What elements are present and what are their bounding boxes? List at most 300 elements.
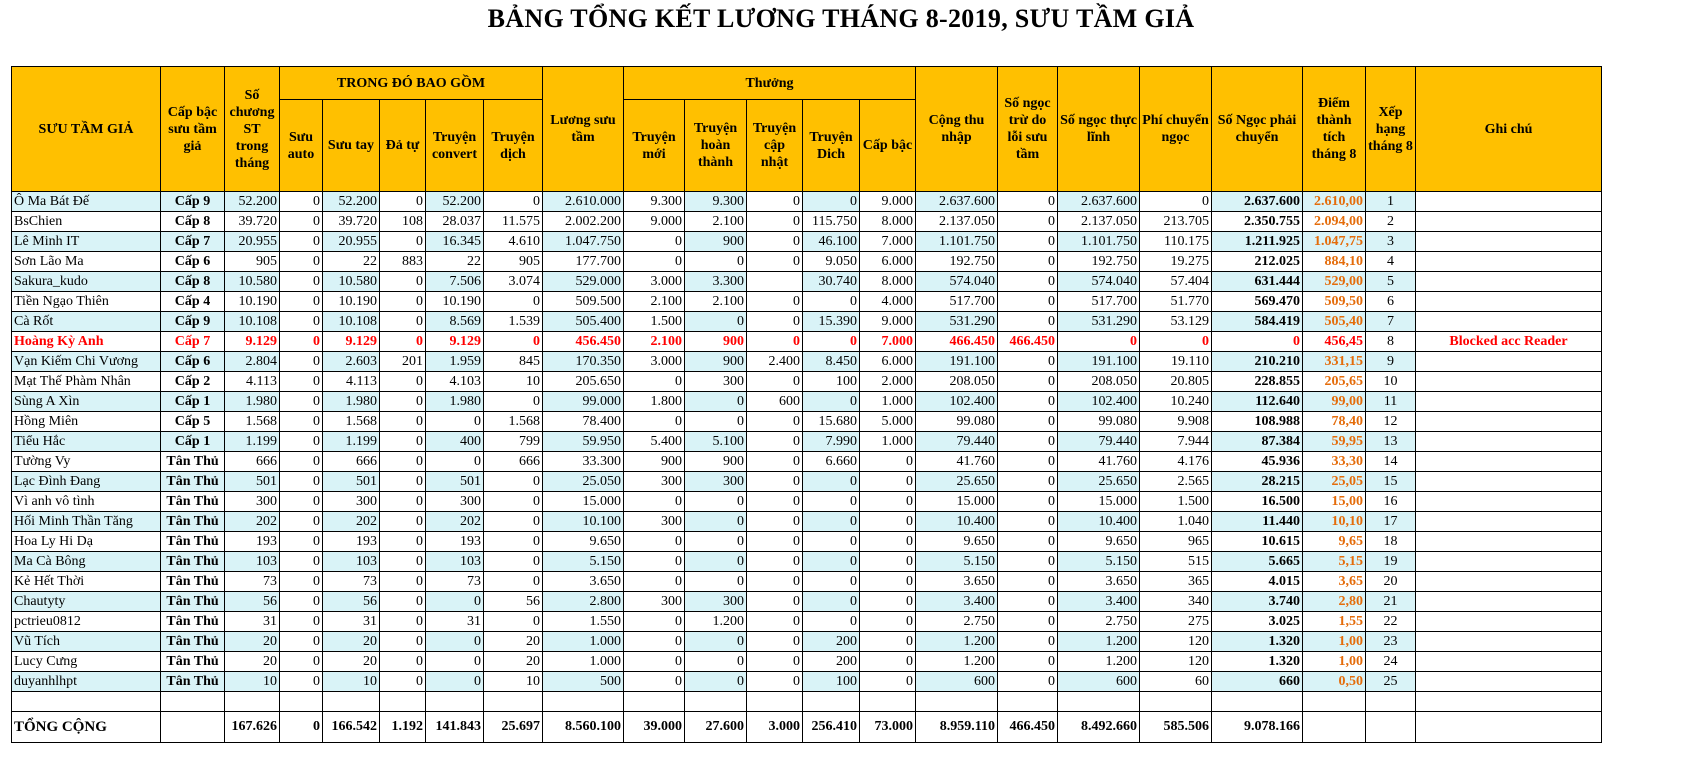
cell-deduct: 0 — [998, 352, 1058, 372]
cell-dich: 100 — [803, 672, 860, 692]
cell-new: 2.100 — [624, 332, 685, 352]
salary-table — [11, 66, 1602, 743]
cell-fee: 2.565 — [1140, 472, 1212, 492]
cell-ranking: 5 — [1366, 272, 1416, 292]
total-auto: 0 — [280, 712, 323, 743]
cell-salary: 1.000 — [543, 652, 624, 672]
cell-self: 0 — [380, 192, 426, 212]
cell-manual: 666 — [323, 452, 380, 472]
cell-auto: 0 — [280, 452, 323, 472]
cell-points: 2.094,00 — [1303, 212, 1366, 232]
cell-income: 191.100 — [916, 352, 998, 372]
cell-new: 0 — [624, 532, 685, 552]
cell-complete: 900 — [685, 452, 747, 472]
cell-update: 0 — [747, 332, 803, 352]
cell-translate: 0 — [484, 612, 543, 632]
cell-dich: 8.450 — [803, 352, 860, 372]
cell-new: 5.400 — [624, 432, 685, 452]
table-row — [12, 252, 1602, 272]
cell-manual: 1.568 — [323, 412, 380, 432]
cell-chapters: 202 — [225, 512, 280, 532]
cell-dich: 0 — [803, 572, 860, 592]
cell-transfer: 1.320 — [1212, 652, 1303, 672]
header-received: Số ngọc thực lĩnh — [1058, 67, 1140, 192]
cell-dich: 0 — [803, 592, 860, 612]
cell-deduct: 0 — [998, 572, 1058, 592]
cell-fee: 515 — [1140, 552, 1212, 572]
total-convert: 141.843 — [426, 712, 484, 743]
total-income: 8.959.110 — [916, 712, 998, 743]
cell-note — [1416, 652, 1602, 672]
cell-transfer: 3.740 — [1212, 592, 1303, 612]
cell-auto: 0 — [280, 512, 323, 532]
cell-deduct: 0 — [998, 652, 1058, 672]
cell-salary: 509.500 — [543, 292, 624, 312]
cell-complete: 3.300 — [685, 272, 747, 292]
cell-convert: 8.569 — [426, 312, 484, 332]
cell-points: 1,00 — [1303, 632, 1366, 652]
cell-ranking: 9 — [1366, 352, 1416, 372]
cell-points: 505,40 — [1303, 312, 1366, 332]
cell-convert: 52.200 — [426, 192, 484, 212]
cell-ranking: 18 — [1366, 532, 1416, 552]
cell-rank-bonus: 0 — [860, 652, 916, 672]
cell-new: 300 — [624, 512, 685, 532]
table-row — [12, 612, 1602, 632]
cell-points: 2.610,00 — [1303, 192, 1366, 212]
cell-level: Cấp 5 — [161, 412, 225, 432]
cell-complete: 1.200 — [685, 612, 747, 632]
cell-fee: 19.275 — [1140, 252, 1212, 272]
cell-new: 0 — [624, 372, 685, 392]
cell-transfer: 584.419 — [1212, 312, 1303, 332]
cell-new: 900 — [624, 452, 685, 472]
cell-complete: 0 — [685, 252, 747, 272]
cell-dich: 0 — [803, 192, 860, 212]
page-title: BẢNG TỔNG KẾT LƯƠNG THÁNG 8-2019, SƯU TẦM GIẢ — [487, 4, 1195, 33]
cell-deduct: 0 — [998, 552, 1058, 572]
cell-ranking: 17 — [1366, 512, 1416, 532]
cell-ranking: 10 — [1366, 372, 1416, 392]
header-note: Ghi chú — [1416, 67, 1602, 192]
cell-note — [1416, 392, 1602, 412]
cell-manual: 20 — [323, 632, 380, 652]
cell-transfer: 212.025 — [1212, 252, 1303, 272]
cell-self: 0 — [380, 592, 426, 612]
cell-rank-bonus: 4.000 — [860, 292, 916, 312]
cell-update: 0 — [747, 632, 803, 652]
cell-points: 1,00 — [1303, 652, 1366, 672]
cell-note — [1416, 632, 1602, 652]
cell-income: 517.700 — [916, 292, 998, 312]
cell-update: 0 — [747, 452, 803, 472]
cell-update: 0 — [747, 232, 803, 252]
cell-manual: 501 — [323, 472, 380, 492]
cell-convert: 4.103 — [426, 372, 484, 392]
cell-name: Ô Ma Bát Đế — [12, 192, 161, 212]
cell-self: 0 — [380, 232, 426, 252]
cell-new: 3.000 — [624, 272, 685, 292]
cell-level: Cấp 9 — [161, 192, 225, 212]
cell-salary: 1.550 — [543, 612, 624, 632]
cell-ranking: 11 — [1366, 392, 1416, 412]
cell-chapters: 20 — [225, 632, 280, 652]
table-row — [12, 332, 1602, 352]
cell-self: 0 — [380, 572, 426, 592]
cell-rank-bonus: 6.000 — [860, 352, 916, 372]
cell-income: 2.137.050 — [916, 212, 998, 232]
cell-convert: 501 — [426, 472, 484, 492]
header-name: SƯU TẦM GIẢ — [12, 67, 161, 192]
cell-received: 3.650 — [1058, 572, 1140, 592]
cell-manual: 300 — [323, 492, 380, 512]
cell-update: 0 — [747, 492, 803, 512]
cell-points: 25,05 — [1303, 472, 1366, 492]
cell-dich: 0 — [803, 532, 860, 552]
cell-dich: 7.990 — [803, 432, 860, 452]
cell-rank-bonus: 0 — [860, 632, 916, 652]
cell-translate: 0 — [484, 472, 543, 492]
cell-dich: 15.680 — [803, 412, 860, 432]
cell-chapters: 501 — [225, 472, 280, 492]
header-translate: Truyện dịch — [484, 100, 543, 192]
cell-new: 0 — [624, 412, 685, 432]
cell-income: 574.040 — [916, 272, 998, 292]
cell-auto: 0 — [280, 312, 323, 332]
total-dich: 256.410 — [803, 712, 860, 743]
cell-deduct: 0 — [998, 292, 1058, 312]
cell-dich: 100 — [803, 372, 860, 392]
cell-translate: 20 — [484, 632, 543, 652]
cell-convert: 7.506 — [426, 272, 484, 292]
cell-complete: 300 — [685, 372, 747, 392]
cell-level: Tân Thủ — [161, 592, 225, 612]
cell-manual: 103 — [323, 552, 380, 572]
cell-update: 0 — [747, 252, 803, 272]
cell-auto: 0 — [280, 352, 323, 372]
cell-auto: 0 — [280, 232, 323, 252]
cell-name: Sùng A Xìn — [12, 392, 161, 412]
cell-received: 2.137.050 — [1058, 212, 1140, 232]
cell-manual: 20.955 — [323, 232, 380, 252]
cell-level: Tân Thủ — [161, 652, 225, 672]
cell-chapters: 4.113 — [225, 372, 280, 392]
cell-dich: 200 — [803, 652, 860, 672]
cell-complete: 900 — [685, 332, 747, 352]
cell-fee: 60 — [1140, 672, 1212, 692]
cell-chapters: 9.129 — [225, 332, 280, 352]
cell-income: 79.440 — [916, 432, 998, 452]
cell-fee: 365 — [1140, 572, 1212, 592]
cell-update: 600 — [747, 392, 803, 412]
cell-ranking: 22 — [1366, 612, 1416, 632]
cell-fee: 275 — [1140, 612, 1212, 632]
cell-note — [1416, 512, 1602, 532]
header-update: Truyện cập nhật — [747, 100, 803, 192]
cell-complete: 9.300 — [685, 192, 747, 212]
cell-translate: 4.610 — [484, 232, 543, 252]
cell-note — [1416, 592, 1602, 612]
cell-income: 208.050 — [916, 372, 998, 392]
cell-deduct: 0 — [998, 232, 1058, 252]
cell-salary: 170.350 — [543, 352, 624, 372]
total-label: TỔNG CỘNG — [12, 712, 161, 743]
cell-received: 192.750 — [1058, 252, 1140, 272]
cell-fee: 213.705 — [1140, 212, 1212, 232]
cell-transfer: 10.615 — [1212, 532, 1303, 552]
cell-fee: 0 — [1140, 192, 1212, 212]
cell-name: Vì anh vô tình — [12, 492, 161, 512]
cell-self: 0 — [380, 292, 426, 312]
cell-fee: 340 — [1140, 592, 1212, 612]
header-new: Truyện mới — [624, 100, 685, 192]
cell-chapters: 300 — [225, 492, 280, 512]
table-row — [12, 652, 1602, 672]
cell-convert: 0 — [426, 412, 484, 432]
cell-points: 1.047,75 — [1303, 232, 1366, 252]
cell-new: 0 — [624, 552, 685, 572]
cell-self: 0 — [380, 512, 426, 532]
cell-name: Vũ Tích — [12, 632, 161, 652]
cell-translate: 799 — [484, 432, 543, 452]
cell-self: 0 — [380, 552, 426, 572]
cell-complete: 0 — [685, 552, 747, 572]
header-ranking: Xếp hạng tháng 8 — [1366, 67, 1416, 192]
cell-complete: 2.100 — [685, 292, 747, 312]
total-complete: 27.600 — [685, 712, 747, 743]
cell-rank-bonus: 7.000 — [860, 332, 916, 352]
cell-ranking: 7 — [1366, 312, 1416, 332]
cell-deduct: 466.450 — [998, 332, 1058, 352]
cell-dich: 0 — [803, 472, 860, 492]
cell-received: 1.200 — [1058, 652, 1140, 672]
cell-level: Cấp 1 — [161, 432, 225, 452]
cell-transfer: 5.665 — [1212, 552, 1303, 572]
cell-manual: 52.200 — [323, 192, 380, 212]
cell-dich: 9.050 — [803, 252, 860, 272]
cell-note — [1416, 552, 1602, 572]
cell-manual: 2.603 — [323, 352, 380, 372]
cell-salary: 205.650 — [543, 372, 624, 392]
cell-convert: 10.190 — [426, 292, 484, 312]
cell-chapters: 39.720 — [225, 212, 280, 232]
cell-complete: 0 — [685, 312, 747, 332]
cell-new: 0 — [624, 492, 685, 512]
cell-salary: 10.100 — [543, 512, 624, 532]
cell-fee: 4.176 — [1140, 452, 1212, 472]
cell-name: Hối Minh Thần Tăng — [12, 512, 161, 532]
cell-translate: 0 — [484, 572, 543, 592]
cell-rank-bonus: 0 — [860, 612, 916, 632]
table-row — [12, 192, 1602, 212]
cell-salary: 59.950 — [543, 432, 624, 452]
cell-ranking: 23 — [1366, 632, 1416, 652]
cell-chapters: 31 — [225, 612, 280, 632]
cell-received: 5.150 — [1058, 552, 1140, 572]
cell-manual: 1.980 — [323, 392, 380, 412]
cell-manual: 10.190 — [323, 292, 380, 312]
cell-chapters: 2.804 — [225, 352, 280, 372]
cell-complete: 5.100 — [685, 432, 747, 452]
cell-deduct: 0 — [998, 192, 1058, 212]
cell-new: 0 — [624, 632, 685, 652]
cell-points: 205,65 — [1303, 372, 1366, 392]
cell-complete: 0 — [685, 672, 747, 692]
cell-transfer: 1.211.925 — [1212, 232, 1303, 252]
cell-points: 5,15 — [1303, 552, 1366, 572]
cell-note — [1416, 492, 1602, 512]
cell-note — [1416, 672, 1602, 692]
cell-note — [1416, 352, 1602, 372]
cell-note — [1416, 292, 1602, 312]
table-row — [12, 272, 1602, 292]
cell-name: BsChien — [12, 212, 161, 232]
cell-received: 191.100 — [1058, 352, 1140, 372]
cell-auto: 0 — [280, 332, 323, 352]
cell-points: 509,50 — [1303, 292, 1366, 312]
cell-dich: 115.750 — [803, 212, 860, 232]
cell-salary: 456.450 — [543, 332, 624, 352]
cell-dich: 0 — [803, 612, 860, 632]
cell-complete: 0 — [685, 632, 747, 652]
table-row — [12, 572, 1602, 592]
cell-name: Tiền Ngạo Thiên — [12, 292, 161, 312]
cell-level: Cấp 1 — [161, 392, 225, 412]
cell-salary: 505.400 — [543, 312, 624, 332]
cell-auto: 0 — [280, 492, 323, 512]
table-header — [12, 67, 1602, 192]
cell-points: 529,00 — [1303, 272, 1366, 292]
cell-complete: 0 — [685, 652, 747, 672]
cell-dich: 30.740 — [803, 272, 860, 292]
cell-update: 0 — [747, 532, 803, 552]
cell-complete: 0 — [685, 532, 747, 552]
cell-rank-bonus: 0 — [860, 672, 916, 692]
cell-dich: 200 — [803, 632, 860, 652]
cell-level: Cấp 9 — [161, 312, 225, 332]
cell-translate: 0 — [484, 492, 543, 512]
total-row — [12, 712, 1602, 743]
total-chapters: 167.626 — [225, 712, 280, 743]
cell-received: 41.760 — [1058, 452, 1140, 472]
cell-name: pctrieu0812 — [12, 612, 161, 632]
cell-income: 10.400 — [916, 512, 998, 532]
cell-rank-bonus: 0 — [860, 572, 916, 592]
cell-rank-bonus: 0 — [860, 532, 916, 552]
cell-auto: 0 — [280, 552, 323, 572]
cell-auto: 0 — [280, 612, 323, 632]
cell-self: 883 — [380, 252, 426, 272]
cell-fee: 110.175 — [1140, 232, 1212, 252]
cell-note — [1416, 432, 1602, 452]
cell-convert: 22 — [426, 252, 484, 272]
cell-rank-bonus: 5.000 — [860, 412, 916, 432]
table-row — [12, 352, 1602, 372]
cell-rank-bonus: 6.000 — [860, 252, 916, 272]
cell-chapters: 1.199 — [225, 432, 280, 452]
cell-deduct: 0 — [998, 392, 1058, 412]
cell-income: 102.400 — [916, 392, 998, 412]
cell-income: 41.760 — [916, 452, 998, 472]
table-row — [12, 512, 1602, 532]
cell-translate: 20 — [484, 652, 543, 672]
cell-level: Tân Thủ — [161, 532, 225, 552]
cell-update: 0 — [747, 372, 803, 392]
cell-auto: 0 — [280, 572, 323, 592]
cell-chapters: 666 — [225, 452, 280, 472]
cell-level: Tân Thủ — [161, 552, 225, 572]
cell-convert: 1.980 — [426, 392, 484, 412]
cell-new: 2.100 — [624, 292, 685, 312]
header-dich: Truyện Dich — [803, 100, 860, 192]
header-income: Cộng thu nhập — [916, 67, 998, 192]
cell-salary: 2.002.200 — [543, 212, 624, 232]
cell-dich: 46.100 — [803, 232, 860, 252]
cell-manual: 1.199 — [323, 432, 380, 452]
cell-salary: 2.800 — [543, 592, 624, 612]
cell-name: Lạc Đình Đang — [12, 472, 161, 492]
cell-received: 2.637.600 — [1058, 192, 1140, 212]
cell-points: 884,10 — [1303, 252, 1366, 272]
cell-manual: 10 — [323, 672, 380, 692]
cell-note — [1416, 232, 1602, 252]
cell-complete: 2.100 — [685, 212, 747, 232]
cell-fee: 1.040 — [1140, 512, 1212, 532]
total-self: 1.192 — [380, 712, 426, 743]
cell-level: Tân Thủ — [161, 632, 225, 652]
cell-note — [1416, 572, 1602, 592]
cell-received: 99.080 — [1058, 412, 1140, 432]
cell-level: Cấp 2 — [161, 372, 225, 392]
cell-update: 0 — [747, 212, 803, 232]
cell-update: 0 — [747, 472, 803, 492]
cell-points: 99,00 — [1303, 392, 1366, 412]
cell-level: Cấp 7 — [161, 232, 225, 252]
cell-income: 466.450 — [916, 332, 998, 352]
table-row — [12, 672, 1602, 692]
cell-note — [1416, 252, 1602, 272]
cell-complete: 0 — [685, 512, 747, 532]
cell-new: 3.000 — [624, 352, 685, 372]
cell-deduct: 0 — [998, 512, 1058, 532]
cell-received: 1.200 — [1058, 632, 1140, 652]
cell-name: Chautyty — [12, 592, 161, 612]
cell-self: 0 — [380, 532, 426, 552]
cell-dich: 0 — [803, 292, 860, 312]
cell-ranking: 19 — [1366, 552, 1416, 572]
cell-points: 0,50 — [1303, 672, 1366, 692]
cell-auto: 0 — [280, 672, 323, 692]
cell-rank-bonus: 1.000 — [860, 392, 916, 412]
cell-rank-bonus: 9.000 — [860, 192, 916, 212]
cell-fee: 51.770 — [1140, 292, 1212, 312]
cell-manual: 202 — [323, 512, 380, 532]
table-row — [12, 372, 1602, 392]
cell-manual: 10.580 — [323, 272, 380, 292]
cell-name: Hồng Miên — [12, 412, 161, 432]
cell-rank-bonus: 7.000 — [860, 232, 916, 252]
cell-points: 10,10 — [1303, 512, 1366, 532]
cell-received: 517.700 — [1058, 292, 1140, 312]
cell-transfer: 4.015 — [1212, 572, 1303, 592]
cell-received: 0 — [1058, 332, 1140, 352]
cell-chapters: 103 — [225, 552, 280, 572]
cell-fee: 1.500 — [1140, 492, 1212, 512]
cell-deduct: 0 — [998, 472, 1058, 492]
cell-update: 0 — [747, 592, 803, 612]
header-salary: Lương sưu tầm — [543, 67, 624, 192]
cell-new: 9.000 — [624, 212, 685, 232]
